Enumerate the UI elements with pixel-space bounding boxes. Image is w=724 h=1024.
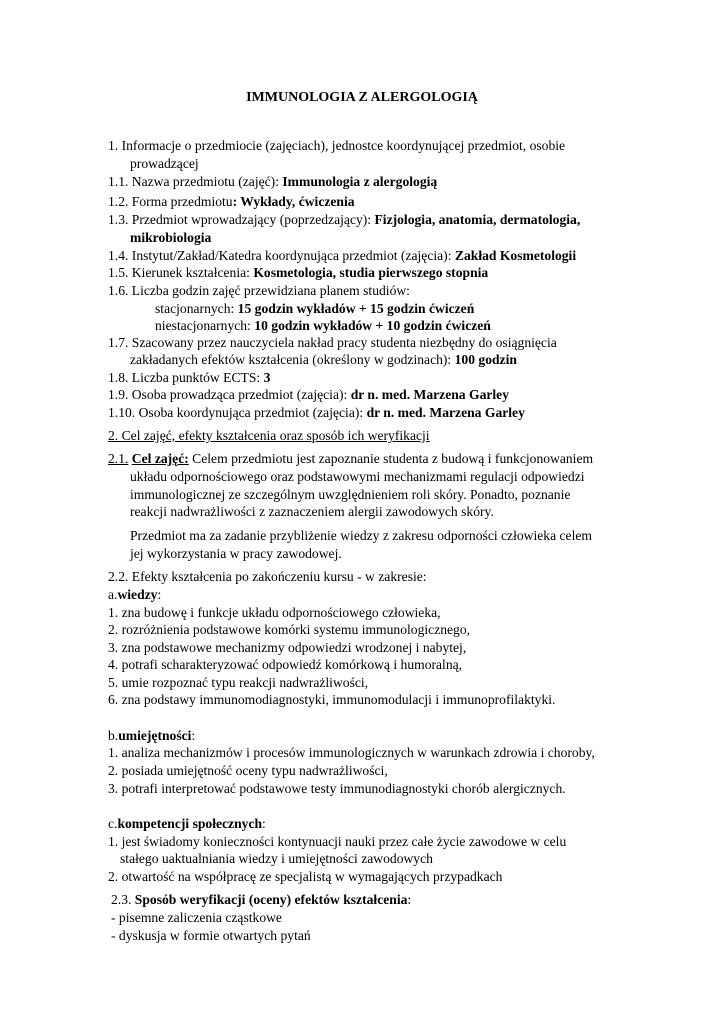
section-2-heading: 2. Cel zajęć, efekty kształcenia oraz sposób ich weryfikacji [108,428,430,443]
row-1-4: 1.4. Instytut/Zakład/Katedra koordynująca przedmiot (zajęcia): Zakład Kosmetologii [108,248,577,263]
row-1-7: 1.7. Szacowany przez nauczyciela nakład pracy studenta niezbędny do osiągnięcia [108,335,557,350]
knowledge-item: 4. potrafi scharakteryzować odpowiedź komórkową i humoralną, [108,657,463,672]
row-1-1: 1.1. Nazwa przedmiotu (zajęć): Immunologia z alergologią [108,174,438,189]
objective-line-3: immunologicznej ze szczególnym uwzględnieniem roli skóry. Ponadto, poznanie [130,487,571,502]
competences-item-cont: stałego uaktualniania wiedzy i umiejętności zawodowych [120,851,433,866]
course-form: : Wykłady, ćwiczenia [232,194,355,209]
row-2-2: 2.2. Efekty kształcenia po zakończeniu kursu - w zakresie: [108,569,427,584]
row-1-9: 1.9. Osoba prowadząca przedmiot (zajęcia): dr n. med. Marzena Garley [108,387,510,402]
objective-label: Cel zajęć: [131,451,189,466]
course-name: Immunologia z alergologią [282,174,438,189]
objective-paragraph-2-line-1: Przedmiot ma za zadanie przybliżenie wiedzy z zakresu odporności człowieka celem [130,528,592,543]
row-1-5: 1.5. Kierunek kształcenia: Kosmetologia, studia pierwszego stopnia [108,265,489,280]
objective-paragraph-2-line-2: jej wykorzystania w pracy zawodowej. [130,546,342,561]
competences-item: 1. jest świadomy konieczności kontynuacji nauki przez całe życie zawodowe w celu [108,834,567,849]
row-1-7-cont: zakładanych efektów kształcenia (określony w godzinach): 100 godzin [130,352,517,367]
skills-heading: b.umiejętności: [108,728,196,743]
document-title: IMMUNOLOGIA Z ALERGOLOGIĄ [246,90,478,105]
row-2-3: 2.3. Sposób weryfikacji (oceny) efektów kształcenia: [111,892,412,907]
verification-item: - pisemne zaliczenia cząstkowe [111,910,282,925]
knowledge-item: 1. zna budowę i funkcje układu odpornościowego człowieka, [108,605,441,620]
row-1-10: 1.10. Osoba koordynująca przedmiot (zajęcia): dr n. med. Marzena Garley [108,405,525,420]
knowledge-item: 3. zna podstawowe mechanizmy odpowiedzi wrodzonej i nabytej, [108,640,467,655]
row-1-2: 1.2. Forma przedmiotu: Wykłady, ćwiczenia [108,194,355,209]
row-1-8: 1.8. Liczba punktów ECTS: 3 [108,370,271,385]
competences-heading: c.kompetencji społecznych: [108,816,266,831]
field-of-study: Kosmetologia, studia pierwszego stopnia [253,265,489,280]
row-1-3: 1.3. Przedmiot wprowadzający (poprzedzający): Fizjologia, anatomia, dermatologia, [108,212,581,227]
section-1-heading-cont: prowadzącej [130,156,199,171]
verification-item: - dyskusja w formie otwartych pytań [111,928,311,943]
row-1-6-part-time: niestacjonarnych: 10 godzin wykładów + 10 godzin ćwiczeń [155,318,491,333]
competences-item: 2. otwartość na współpracę ze specjalistą w wymagających przypadkach [108,869,503,884]
skills-item: 2. posiada umiejętność oceny typu nadwrażliwości, [108,763,388,778]
knowledge-item: 5. umie rozpoznać typu reakcji nadwrażliwości, [108,675,369,690]
department: Zakład Kosmetologii [454,248,577,263]
objective-line-4: reakcji nadwrażliwości z zaznaczeniem alergii zawodowych skóry. [130,504,494,519]
skills-item: 1. analiza mechanizmów i procesów immunologicznych w warunkach zdrowia i choroby, [108,745,595,760]
row-1-3-cont: mikrobiologia [130,230,212,245]
skills-item: 3. potrafi interpretować podstawowe testy immunodiagnostyki chorób alergicznych. [108,781,566,796]
row-1-6-full-time: stacjonarnych: 15 godzin wykładów + 15 godzin ćwiczeń [155,301,475,316]
objective-line-2: układu odpornościowego oraz podstawowymi mechanizmami regulacji odpowiedzi [130,469,585,484]
section-1-heading: 1. Informacje o przedmiocie (zajęciach), jednostce koordynującej przedmiot, osobie [108,138,566,153]
prerequisites: Fizjologia, anatomia, dermatologia, [374,212,581,227]
knowledge-item: 2. rozróżnienia podstawowe komórki systemu immunologicznego, [108,622,471,637]
row-1-6: 1.6. Liczba godzin zajęć przewidziana planem studiów: [108,283,410,298]
knowledge-heading: a.wiedzy: [108,587,162,602]
knowledge-item: 6. zna podstawy immunomodiagnostyki, immunomodulacji i immunoprofilaktyki. [108,692,556,707]
row-2-1: 2.1. Cel zajęć: Celem przedmiotu jest zapoznanie studenta z budową i funkcjonowaniem [108,451,594,466]
